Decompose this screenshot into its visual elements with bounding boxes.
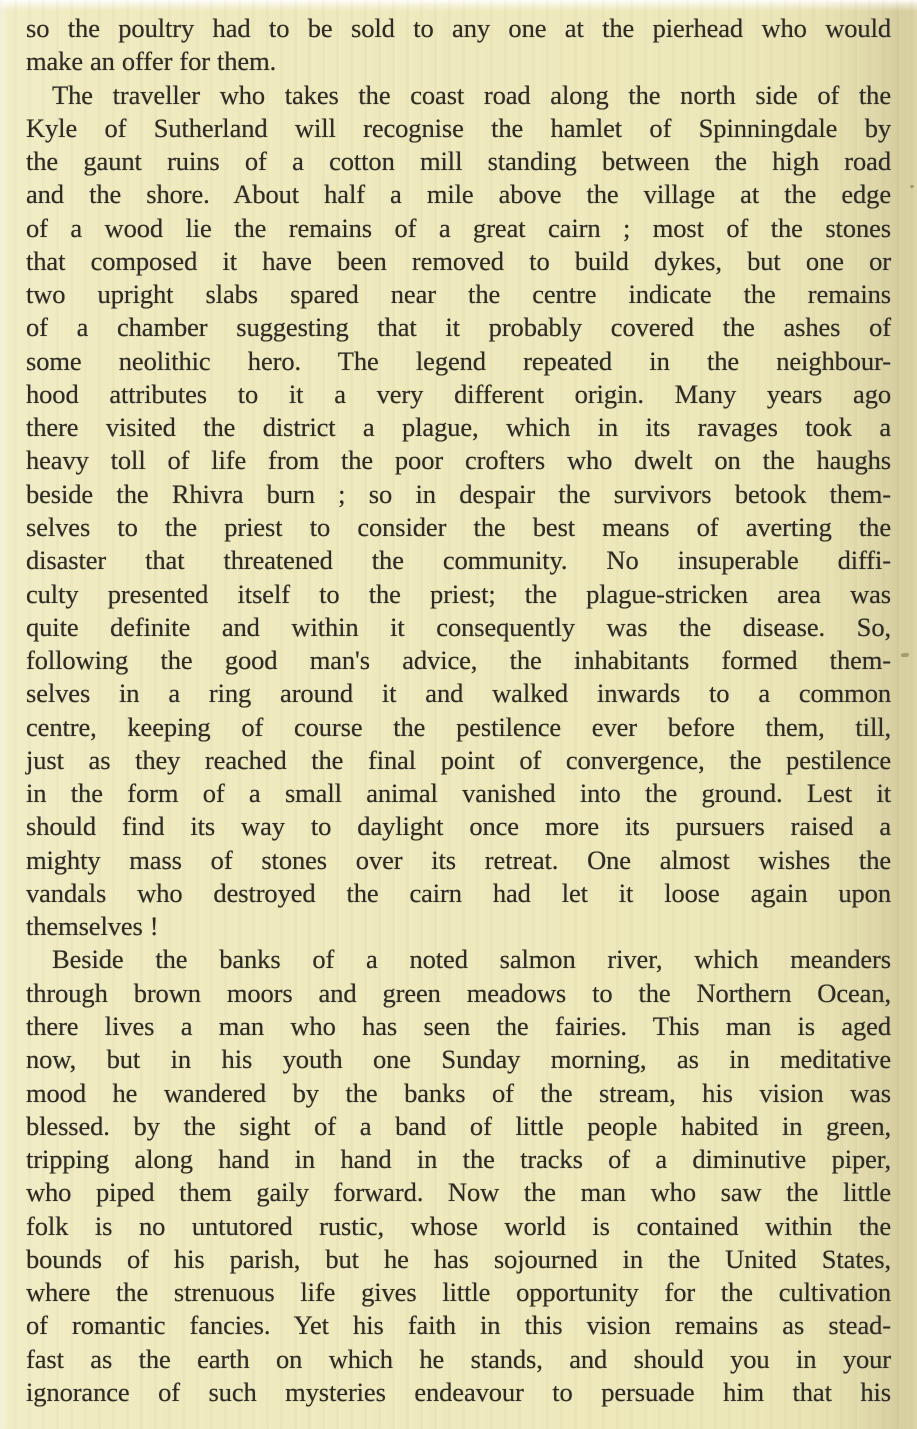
text-line: in the form of a small animal vanished into the ground. Lest it <box>26 778 891 809</box>
text-line: of a chamber suggesting that it probably covered the ashes of <box>26 312 891 343</box>
text-line: make an offer for them. <box>26 46 277 77</box>
text-line: hood attributes to it a very different origin. Many years ago <box>26 378 891 409</box>
text-line: beside the Rhivra burn ; so in despair the survivors betook them- <box>26 478 891 509</box>
text-line: blessed. by the sight of a band of little people habited in green, <box>26 1110 891 1141</box>
text-line: selves in a ring around it and walked inwards to a common <box>26 678 891 709</box>
text-line: there visited the district a plague, which in its ravages took a <box>26 412 891 443</box>
text-line: mood he wandered by the banks of the stream, his vision was <box>26 1077 891 1108</box>
text-line: bounds of his parish, but he has sojourned in the United States, <box>26 1243 891 1274</box>
text-line: now, but in his youth one Sunday morning, as in meditative <box>26 1044 891 1075</box>
text-line: who piped them gaily forward. Now the man who saw the little <box>26 1177 891 1208</box>
text-line: ignorance of such mysteries endeavour to persuade him that his <box>26 1376 891 1407</box>
text-line: there lives a man who has seen the fairies. This man is aged <box>26 1010 891 1041</box>
text-line: and the shore. About half a mile above the village at the edge <box>26 179 891 210</box>
text-line: the gaunt ruins of a cotton mill standing between the high road <box>26 146 891 177</box>
text-line: disaster that threatened the community. No insuperable diffi- <box>26 545 891 576</box>
text-line: Kyle of Sutherland will recognise the hamlet of Spinningdale by <box>26 112 891 143</box>
text-line: selves to the priest to consider the best means of averting the <box>26 511 891 542</box>
text-line: tripping along hand in hand in the tracks of a diminutive piper, <box>26 1144 891 1175</box>
text-line: quite definite and within it consequently was the disease. So, <box>26 611 891 642</box>
text-line: just as they reached the final point of convergence, the pestilence <box>26 744 891 775</box>
text-line: fast as the earth on which he stands, and should you in your <box>26 1343 891 1374</box>
text-line: that composed it have been removed to build dykes, but one or <box>26 245 891 276</box>
text-line: folk is no untutored rustic, whose world is contained within the <box>26 1210 891 1241</box>
text-line: mighty mass of stones over its retreat. One almost wishes the <box>26 844 891 875</box>
text-line: of a wood lie the remains of a great cairn ; most of the stones <box>26 212 891 243</box>
text-line: culty presented itself to the priest; the plague-stricken area was <box>26 578 891 609</box>
text-line: should find its way to daylight once more its pursuers raised a <box>26 811 891 842</box>
text-line: centre, keeping of course the pestilence ever before them, till, <box>26 711 891 742</box>
text-line: two upright slabs spared near the centre indicate the remains <box>26 279 891 310</box>
text-line: following the good man's advice, the inhabitants formed them- <box>26 645 891 676</box>
text-line: of romantic fancies. Yet his faith in this vision remains as stead- <box>26 1310 891 1341</box>
text-line: themselves ! <box>26 911 159 942</box>
text-line: Beside the banks of a noted salmon river, which meanders <box>52 944 891 975</box>
text-line: some neolithic hero. The legend repeated in the neighbour- <box>26 345 891 376</box>
text-line: where the strenuous life gives little opportunity for the cultivation <box>26 1277 891 1308</box>
text-line: so the poultry had to be sold to any one at the pierhead who would <box>26 13 891 43</box>
text-line: through brown moors and green meadows to the Northern Ocean, <box>26 977 891 1008</box>
text-line: vandals who destroyed the cairn had let it loose again upon <box>26 877 891 908</box>
text-line: The traveller who takes the coast road along the north side of the <box>52 79 891 110</box>
text-line: heavy toll of life from the poor crofters who dwelt on the haughs <box>26 445 891 476</box>
